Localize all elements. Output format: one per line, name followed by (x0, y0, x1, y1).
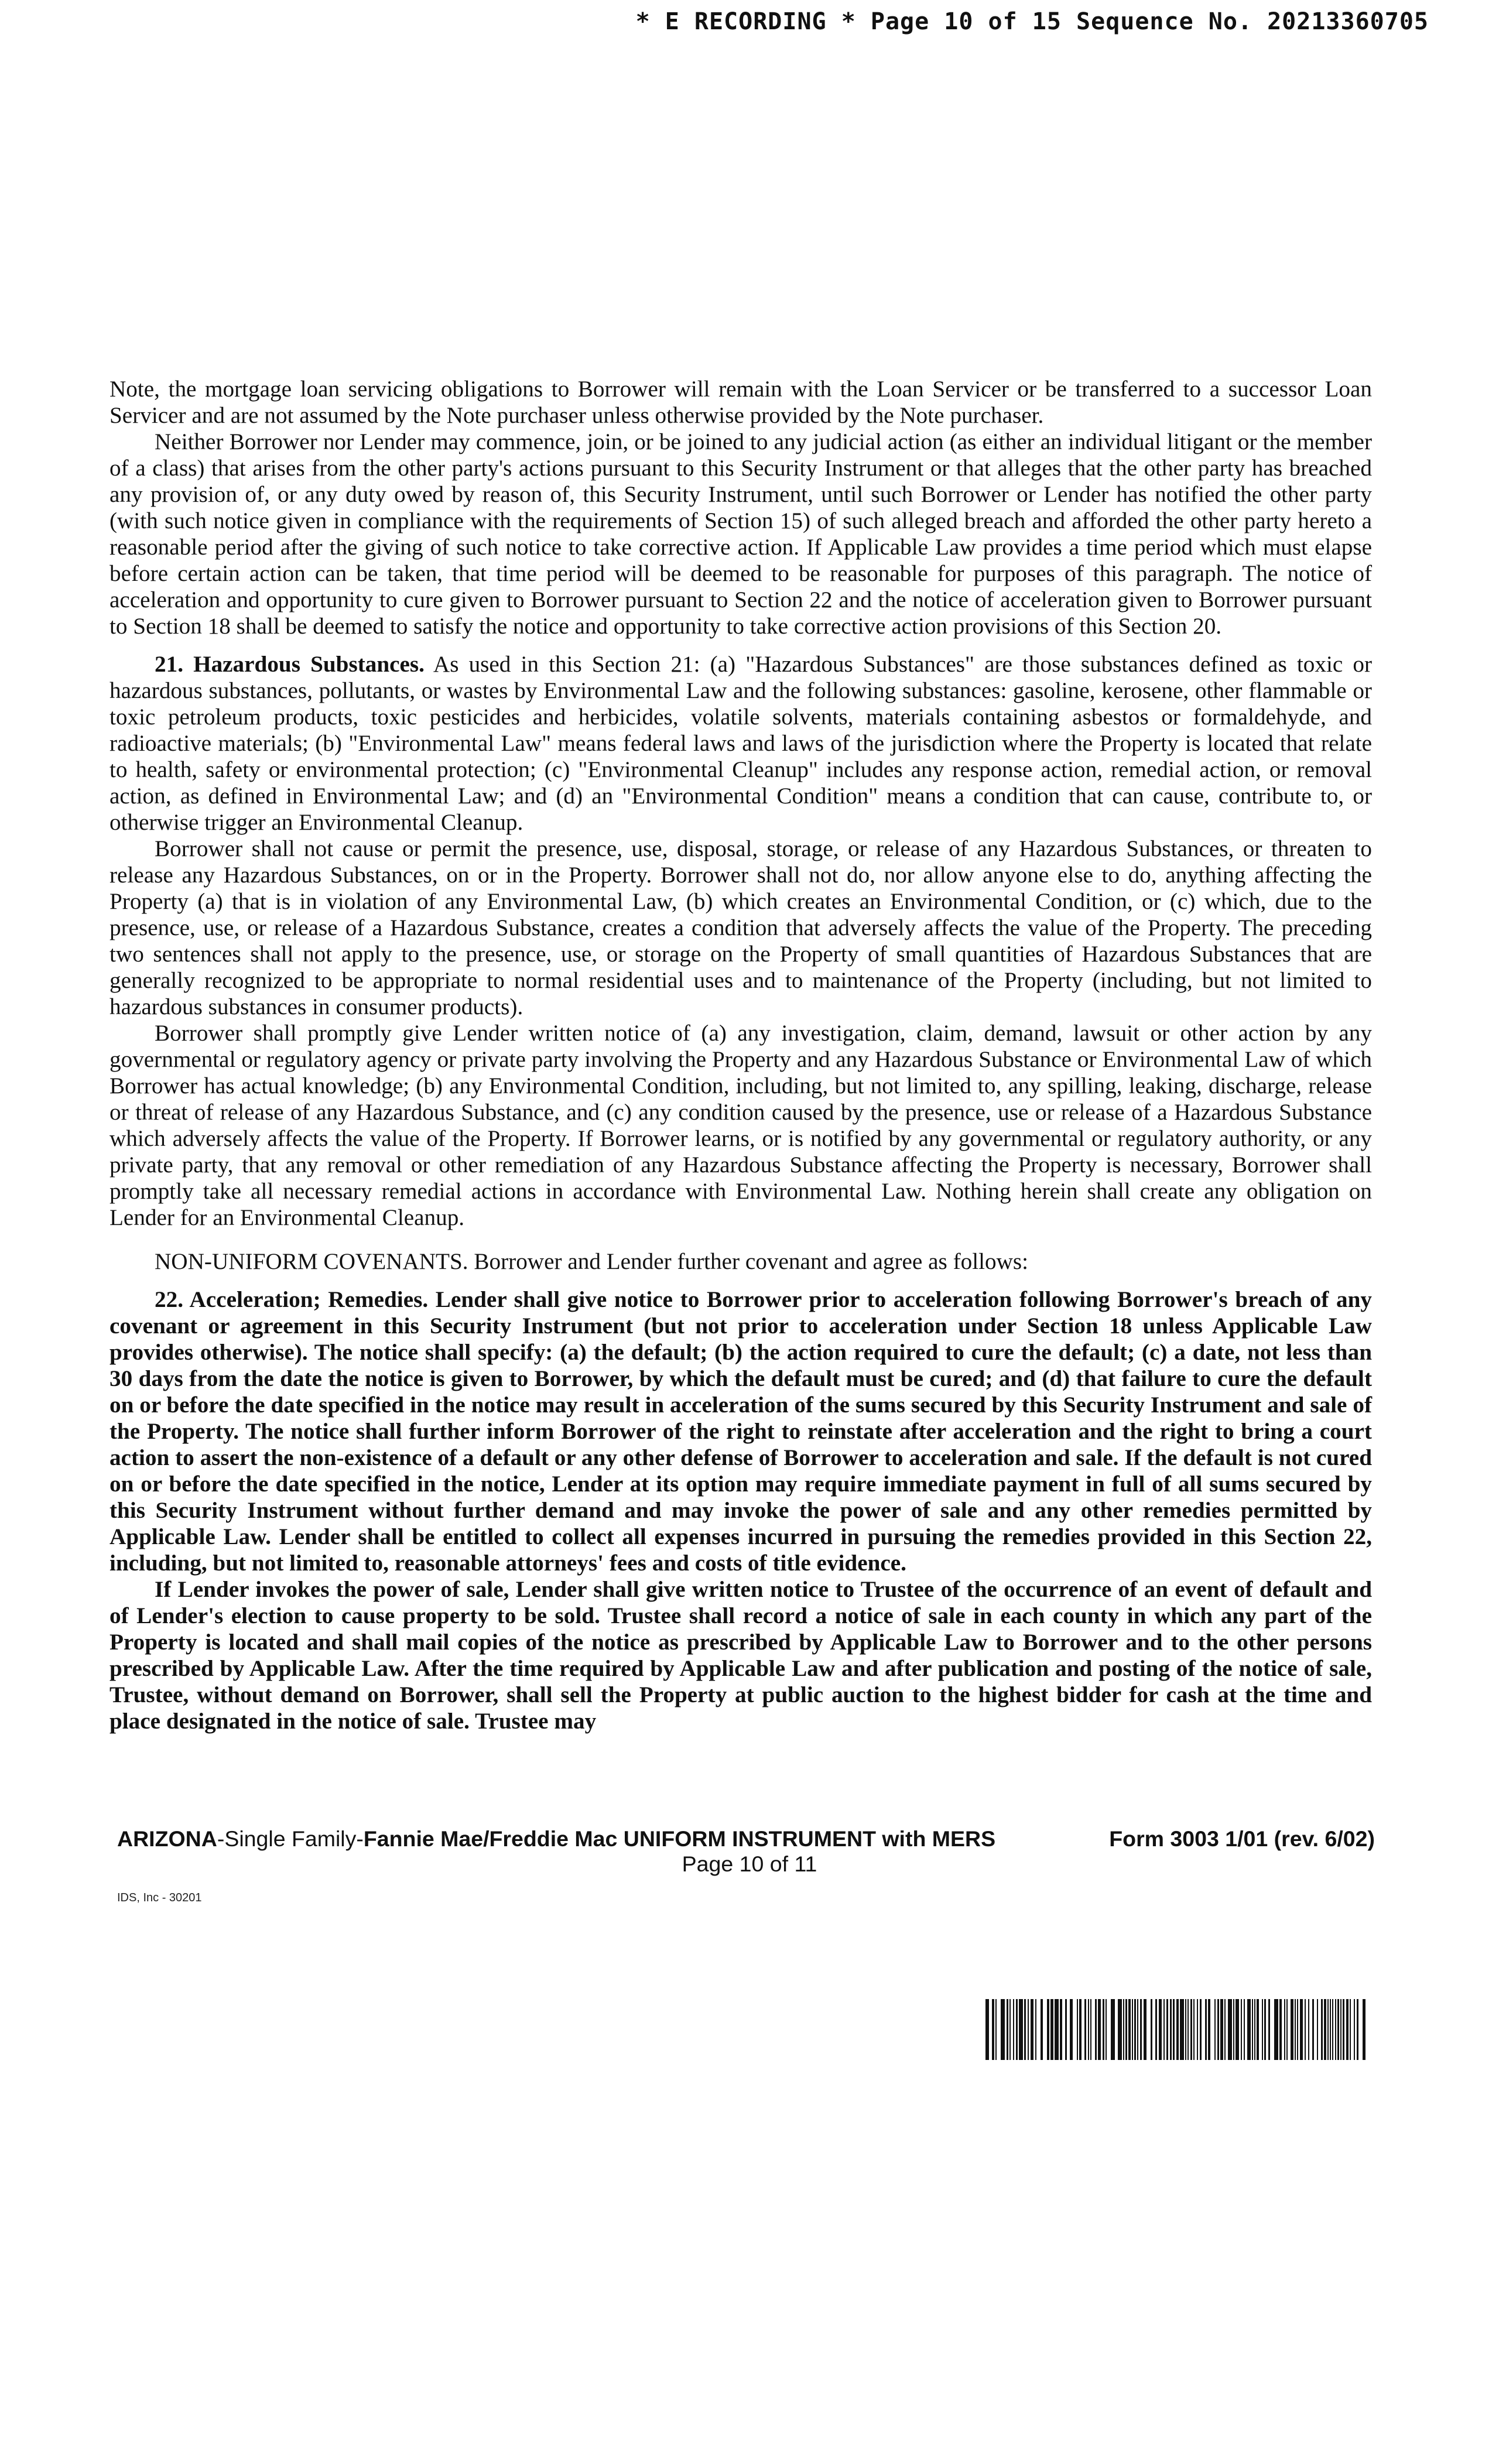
barcode-bar (1284, 1999, 1285, 2060)
barcode-bar (1013, 1999, 1014, 2060)
barcode-bar (1137, 1999, 1138, 2060)
barcode-bar (1166, 1999, 1168, 2060)
barcode-bar (1028, 1999, 1029, 2060)
barcode-bar (1190, 1999, 1192, 2060)
barcode-bar (1264, 1999, 1266, 2060)
barcode-bar (1106, 1999, 1107, 2060)
barcode-bar (1047, 1999, 1049, 2060)
barcode-bar (1305, 1999, 1306, 2060)
barcode-bar (1084, 1999, 1086, 2060)
barcode-bar (1041, 1999, 1043, 2060)
barcode-bar (1214, 1999, 1216, 2060)
barcode-bar (1193, 1999, 1195, 2060)
barcode-bar (1159, 1999, 1162, 2060)
barcode-bar (1228, 1999, 1232, 2060)
barcode-bar (1019, 1999, 1023, 2060)
footer-state: ARIZONA (117, 1826, 217, 1851)
paragraph-hazardous-substances (109, 651, 1372, 836)
barcode-bar (1095, 1999, 1097, 2060)
barcode-bar (1324, 1999, 1326, 2060)
barcode-bar (992, 1999, 994, 2060)
barcode-bar (1200, 1999, 1202, 2060)
barcode-bar (985, 1999, 989, 2060)
barcode-bar (1077, 1999, 1078, 2060)
barcode-bar (1279, 1999, 1282, 2060)
paragraph-judicial-action: Neither Borrower nor Lender may commence, join, or be joined to any judicial action (as either an individual litigant or the member of a class) that arises from the other party's actions pursuant to this Security Instrument or that alleges that the other party has breached any provision of, or any duty owed by reason of, this Security Instrument, until such Borrower or Lender has notified the other party (with such notice given in compliance with the requirements of Section 15) of such alleged breach and afforded the other party hereto a reasonable period after the giving of such notice to take corrective action. If Applicable Law provides a time period which must elapse before certain action can be taken, that time period will be deemed to be reasonable for purposes of this paragraph. The notice of acceleration and opportunity to cure given to Borrower pursuant to Section 22 and the notice of acceleration given to Borrower pursuant to Section 18 shall be deemed to satisfy the notice and opportunity to take corrective action provisions of this Section 20. (109, 429, 1372, 639)
barcode-bar (1346, 1999, 1349, 2060)
footer-instrument: Fannie Mae/Freddie Mac UNIFORM INSTRUMENT with MERS (363, 1826, 996, 1851)
barcode-bar (1024, 1999, 1026, 2060)
barcode-bar (1155, 1999, 1157, 2060)
barcode-bar (1055, 1999, 1059, 2060)
barcode-bar (1123, 1999, 1124, 2060)
barcode-bar (1180, 1999, 1184, 2060)
barcode-bar (1354, 1999, 1355, 2060)
barcode-bar (1236, 1999, 1239, 2060)
barcode-bar (1009, 1999, 1011, 2060)
barcode-bar (1357, 1999, 1358, 2060)
footer-form-type: -Single Family- (217, 1826, 364, 1851)
barcode-bar (1335, 1999, 1336, 2060)
barcode-bar (1247, 1999, 1251, 2060)
barcode-bar (1363, 1999, 1365, 2060)
barcode-bar (1197, 1999, 1198, 2060)
barcode-image (985, 1999, 1370, 2060)
barcode-bar (1286, 1999, 1288, 2060)
barcode-bar (1241, 1999, 1242, 2060)
document-body (109, 376, 1372, 1734)
barcode-bar (1144, 1999, 1147, 2060)
barcode-bar (1327, 1999, 1329, 2060)
barcode-bar (1187, 1999, 1189, 2060)
barcode-bar (1163, 1999, 1165, 2060)
barcode-bar (1103, 1999, 1104, 2060)
barcode-bar (1312, 1999, 1314, 2060)
barcode-bar (1233, 1999, 1234, 2060)
barcode-bar (1128, 1999, 1131, 2060)
barcode-bar (1118, 1999, 1122, 2060)
barcode-bar (1185, 1999, 1186, 2060)
paragraph-borrower-hazardous-restrictions: Borrower shall not cause or permit the presence, use, disposal, storage, or release of any Hazardous Substances, or threaten to release any Hazardous Substances, on or in the Property. Borrower shall not do, nor allow anyone else to do, anything affecting the Property (a) that is in violation of any Environmental Law, (b) which creates an Environmental Condition, or (c) which, due to the presence, use, or release of a Hazardous Substance, creates a condition that adversely affects the value of the Property. The preceding two sentences shall not apply to the presence, use, or storage on the Property of small quantities of Hazardous Substances that are generally recognized to be appropriate to normal residential uses and to maintenance of the Property (including, but not limited to hazardous substances in consumer products). (109, 836, 1372, 1019)
barcode-bar (1205, 1999, 1207, 2060)
barcode-bar (1262, 1999, 1263, 2060)
barcode-bar (1050, 1999, 1053, 2060)
barcode-bar (1090, 1999, 1091, 2060)
barcode-bar (1031, 1999, 1033, 2060)
barcode-bar (1079, 1999, 1082, 2060)
barcode-bar (1274, 1999, 1278, 2060)
footer-form-id: Form 3003 1/01 (rev. 6/02) (1109, 1826, 1375, 1851)
barcode-bar (1098, 1999, 1101, 2060)
barcode-bar (1295, 1999, 1296, 2060)
paragraph-loan-servicer: Note, the mortgage loan servicing obligations to Borrower will remain with the Loan Servicer or be transferred to a successor Loan Servicer and are not assumed by the Note purchaser unless otherwise provided by the Note purchaser. (109, 377, 1372, 428)
recording-stamp: * E RECORDING * Page 10 of 15 Sequence No. 20213360705 (635, 8, 1429, 35)
page-number: Page 10 of 11 (682, 1852, 817, 1876)
barcode-bar (1134, 1999, 1136, 2060)
barcode-bar (1332, 1999, 1333, 2060)
paragraph-power-of-sale: If Lender invokes the power of sale, Lender shall give written notice to Trustee of the occurrence of an event of default and of Lender's election to cause property to be sold. Trustee shall record a notice of sale in each county in which any part of the Property is located and shall mail copies of the notice as prescribed by Applicable Law to Borrower and to the other persons prescribed by Applicable Law. After the time required by Applicable Law and after publication and posting of the notice of sale, Trustee, without demand on Borrower, shall sell the Property at public auction to the highest bidder for cash at the time and place designated in the notice of sale. Trustee may (109, 1577, 1372, 1734)
barcode-bar (1065, 1999, 1067, 2060)
barcode-bar (1070, 1999, 1073, 2060)
barcode-bar (1125, 1999, 1127, 2060)
barcode-bar (1321, 1999, 1323, 2060)
form-footer (117, 1826, 1375, 1852)
barcode-bar (1208, 1999, 1210, 2060)
barcode-bar (1217, 1999, 1219, 2060)
barcode-bar (1176, 1999, 1179, 2060)
barcode-bar (1340, 1999, 1341, 2060)
barcode-bar (1151, 1999, 1152, 2060)
barcode-bar (1252, 1999, 1253, 2060)
barcode-bar (1297, 1999, 1298, 2060)
barcode-bar (1330, 1999, 1331, 2060)
paragraph-acceleration-remedies: 22. Acceleration; Remedies. Lender shall give notice to Borrower prior to acceleration following Borrower's breach of any covenant or agreement in this Security Instrument (but not prior to acceleration under Section 18 unless Applicable Law provides otherwise). The notice shall specify: (a) the default; (b) the action required to cure the default; (c) a date, not less than 30 days from the date the notice is given to Borrower, by which the default must be cured; and (d) that failure to cure the default on or before the date specified in the notice may result in acceleration of the sums secured by this Security Instrument and sale of the Property. The notice shall further inform Borrower of the right to reinstate after acceleration and the right to bring a court action to assert the non-existence of a default or any other defense of Borrower to acceleration and sale. If the default is not cured on or before the date specified in the notice, Lender at its option may require immediate payment in full of all sums secured by this Security Instrument without further demand and may invoke the power of sale and any other remedies permitted by Applicable Law. Lender shall be entitled to collect all expenses incurred in pursuing the remedies provided in this Section 22, including, but not limited to, reasonable attorneys' fees and costs of title evidence. (109, 1287, 1372, 1576)
barcode-bar (1268, 1999, 1270, 2060)
barcode-bar (1337, 1999, 1339, 2060)
barcode-bar (1173, 1999, 1175, 2060)
ids-code: IDS, Inc - 30201 (117, 1891, 202, 1904)
paragraph-borrower-notice-obligations: Borrower shall promptly give Lender written notice of (a) any investigation, claim, demand, lawsuit or other action by any governmental or regulatory agency or private party involving the Property and any Hazardous Substance or Environmental Law of which Borrower has actual knowledge; (b) any Environmental Condition, including, but not limited to, any spilling, leaking, discharge, release or threat of release of any Hazardous Substance, and (c) any condition caused by the presence, use or release of a Hazardous Substance which adversely affects the value of the Property. If Borrower learns, or is notified by any governmental or regulatory authority, or any private party, that any removal or other remediation of any Hazardous Substance affecting the Property is necessary, Borrower shall promptly take all necessary remedial actions in accordance with Environmental Law. Nothing herein shall create any obligation on Lender for an Environmental Cleanup. (109, 1021, 1372, 1230)
barcode-bar (1170, 1999, 1172, 2060)
barcode-bar (1291, 1999, 1293, 2060)
barcode-bar (1132, 1999, 1133, 2060)
barcode-bar (1224, 1999, 1226, 2060)
barcode-bar (1111, 1999, 1115, 2060)
barcode-bar (1060, 1999, 1062, 2060)
barcode-bar (1007, 1999, 1008, 2060)
section-21-heading: 21. Hazardous Substances. (155, 652, 425, 677)
barcode-bar (1140, 1999, 1142, 2060)
barcode-bar (1257, 1999, 1259, 2060)
section-21-body: As used in this Section 21: (a) "Hazardous Substances" are those substances defined as toxic or hazardous substances, pollutants, or wastes by Environmental Law and the following substances: gasoline, kerosene, other flammable or toxic petroleum products, toxic pesticides and herbicides, volatile solvents, materials containing asbestos or formaldehyde, and radioactive materials; (b) "Environmental Law" means federal laws and laws of the jurisdiction where the Property is located that relate to health, safety or environmental protection; (c) "Environmental Cleanup" includes any response action, remedial action, or removal action, as defined in Environmental Law; and (d) an "Environmental Condition" means a condition that can cause, contribute to, or otherwise trigger an Environmental Cleanup. (109, 652, 1372, 835)
barcode-bar (1254, 1999, 1255, 2060)
paragraph-non-uniform-covenants: NON-UNIFORM COVENANTS. Borrower and Lender further covenant and agree as follows: (155, 1249, 1029, 1274)
barcode-bar (1300, 1999, 1303, 2060)
barcode-bar (1035, 1999, 1036, 2060)
barcode-bar (1350, 1999, 1351, 2060)
barcode-bar (1001, 1999, 1005, 2060)
barcode-bar (1343, 1999, 1344, 2060)
barcode-bar (1244, 1999, 1245, 2060)
barcode-bar (995, 1999, 997, 2060)
barcode-bar (1308, 1999, 1309, 2060)
barcode-bar (1016, 1999, 1018, 2060)
barcode-bar (1220, 1999, 1223, 2060)
barcode-bar (1317, 1999, 1318, 2060)
barcode-bar (1088, 1999, 1089, 2060)
